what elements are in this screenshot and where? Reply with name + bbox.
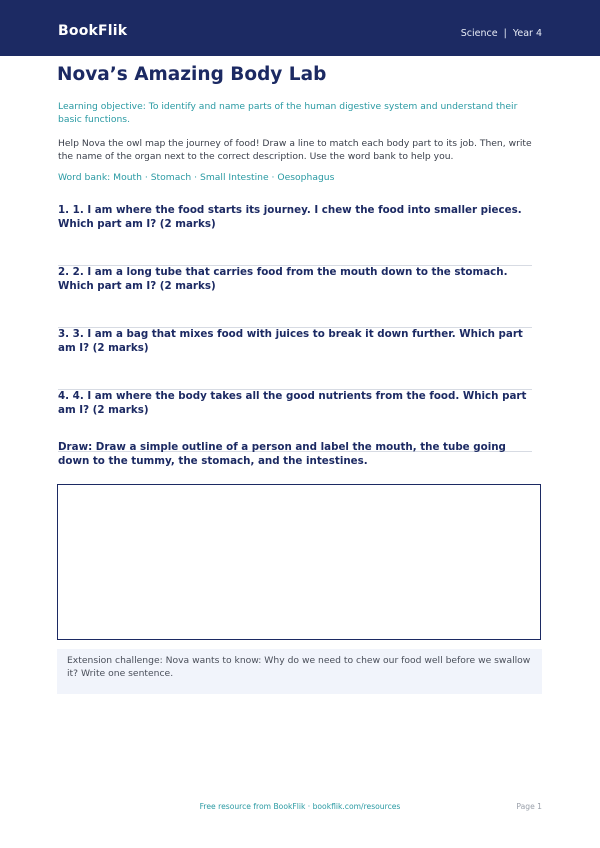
question-1: 1. 1. I am where the food starts its journey. I chew the food into smaller pieces. Which part am I? (2 marks) — [58, 204, 522, 230]
extension-challenge-box — [57, 649, 542, 694]
brand-logo-text: BookFlik — [58, 23, 128, 39]
question-3: 3. 3. I am a bag that mixes food with juices to break it down further. Which part am I? (2 marks) — [58, 328, 523, 354]
page-number: Page 1 — [516, 802, 542, 811]
instructions-text: Help Nova the owl map the journey of food! Draw a line to match each body part to its job. Then, write the name of the organ next to the correct description. Use the word bank to help you. — [58, 138, 532, 162]
year-label: Year 4 — [512, 28, 542, 39]
worksheet-title: Nova’s Amazing Body Lab — [57, 64, 327, 85]
subject-year-label — [461, 28, 542, 39]
extension-challenge-text: Extension challenge: Nova wants to know: Why do we need to chew our food well before we swallow it? Write one sentence. — [67, 655, 531, 679]
page-header — [0, 0, 600, 56]
drawing-area[interactable] — [57, 484, 541, 640]
draw-prompt: Draw: Draw a simple outline of a person and label the mouth, the tube going down to the tummy, the stomach, and the intestines. — [58, 441, 506, 467]
header-separator: | — [503, 28, 507, 39]
question-4: 4. 4. I am where the body takes all the good nutrients from the food. Which part am I? (2 marks) — [58, 390, 527, 416]
subject-label: Science — [460, 28, 498, 39]
word-bank: Word bank: Mouth · Stomach · Small Intestine · Oesophagus — [58, 172, 335, 183]
question-2: 2. 2. I am a long tube that carries food from the mouth down to the stomach. Which part am I? (2 marks) — [58, 266, 508, 292]
footer-resource-link[interactable]: Free resource from BookFlik · bookflik.com/resources — [199, 802, 401, 811]
learning-objective: Learning objective: To identify and name parts of the human digestive system and understand their basic functions. — [58, 101, 518, 125]
